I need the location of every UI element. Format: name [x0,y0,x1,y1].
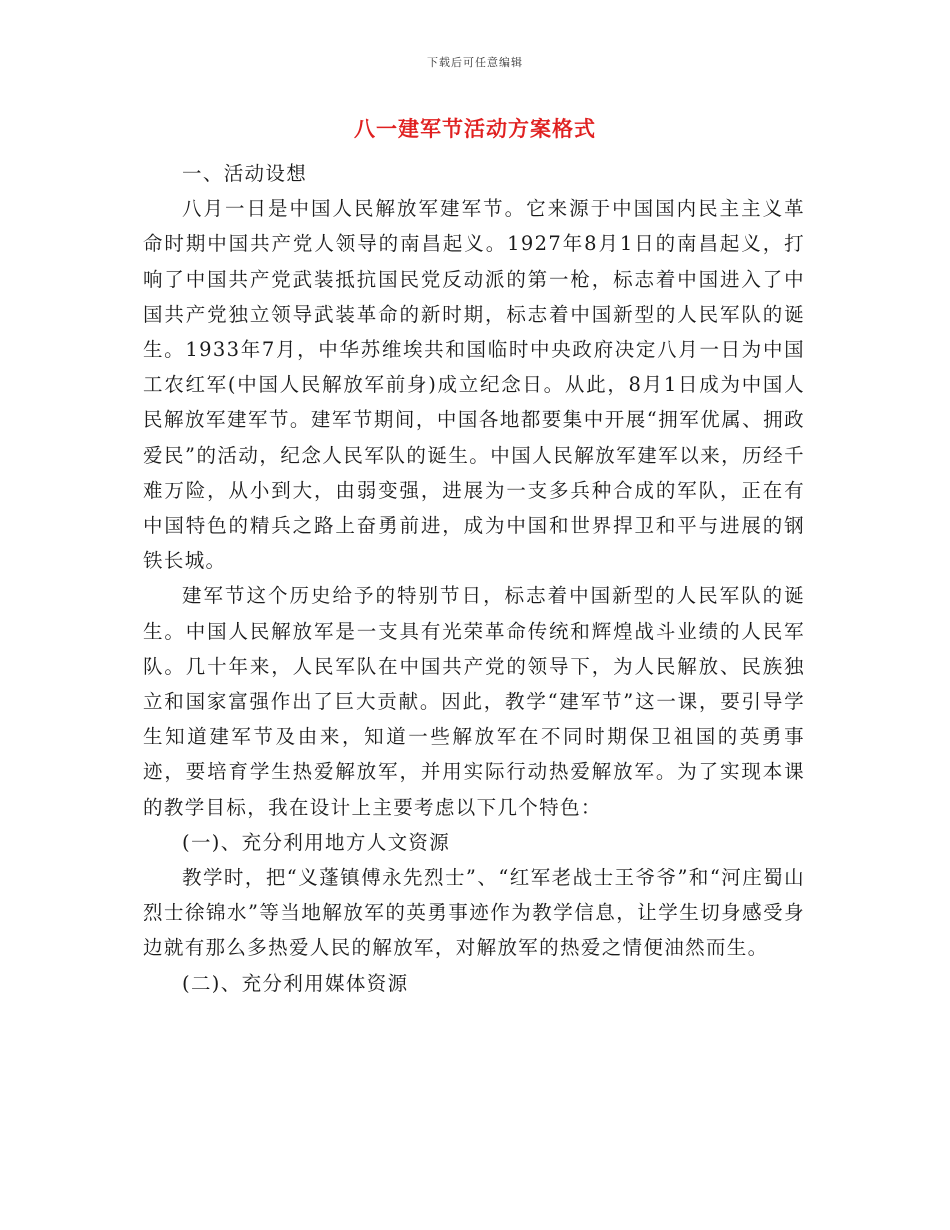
section-heading-local-resources: (一)、充分利用地方人文资源 [182,830,451,854]
paragraph-army-day-origin: 八月一日是中国人民解放军建军节。它来源于中国国内民主主义革命时期中国共产党人领导的南昌起义。1927年8月1日的南昌起义，打响了中国共产党武装抵抗国民党反动派的第一枪，标志着中国进入了中国共产党独立领导武装革命的新时期，标志着中国新型的人民军队的诞生。1933年7月，中华苏维埃共和国临时中央政府决定八月一日为中国工农红军(中国人民解放军前身)成立纪念日。从此，8月1日成为中国人民解放军建军节。建军节期间，中国各地都要集中开展“拥军优属、拥政爱民”的活动，纪念人民军队的诞生。中国人民解放军建军以来，历经千难万险，从小到大，由弱变强，进展为一支多兵种合成的军队，正在有中国特色的精兵之路上奋勇前进，成为中国和世界捍卫和平与进展的钢铁长城。 [143,197,805,573]
header-note: 下载后可任意编辑 [427,56,523,69]
paragraph-special-holiday: 建军节这个历史给予的特别节日，标志着中国新型的人民军队的诞生。中国人民解放军是一支具有光荣革命传统和辉煌战斗业绩的人民军队。几十年来，人民军队在中国共产党的领导下，为人民解放、民族独立和国家富强作出了巨大贡献。因此，教学“建军节”这一课，要引导学生知道建军节及由来，知道一些解放军在不同时期保卫祖国的英勇事迹，要培育学生热爱解放军，并用实际行动热爱解放军。为了实现本课的教学目标，我在设计上主要考虑以下几个特色： [143,584,805,819]
paragraph-teaching-examples: 教学时，把“义蓬镇傅永先烈士”、“红军老战士王爷爷”和“河庄蜀山烈士徐锦水”等当地解放军的英勇事迹作为教学信息，让学生切身感受身边就有那么多热爱人民的解放军，对解放军的热爱之情便油然而生。 [143,866,805,960]
document-title: 八一建军节活动方案格式 [354,116,596,141]
document-body [143,156,805,1001]
section-heading-activity-concept: 一、活动设想 [182,162,308,185]
section-heading-media-resources: (二)、充分利用媒体资源 [182,971,409,995]
